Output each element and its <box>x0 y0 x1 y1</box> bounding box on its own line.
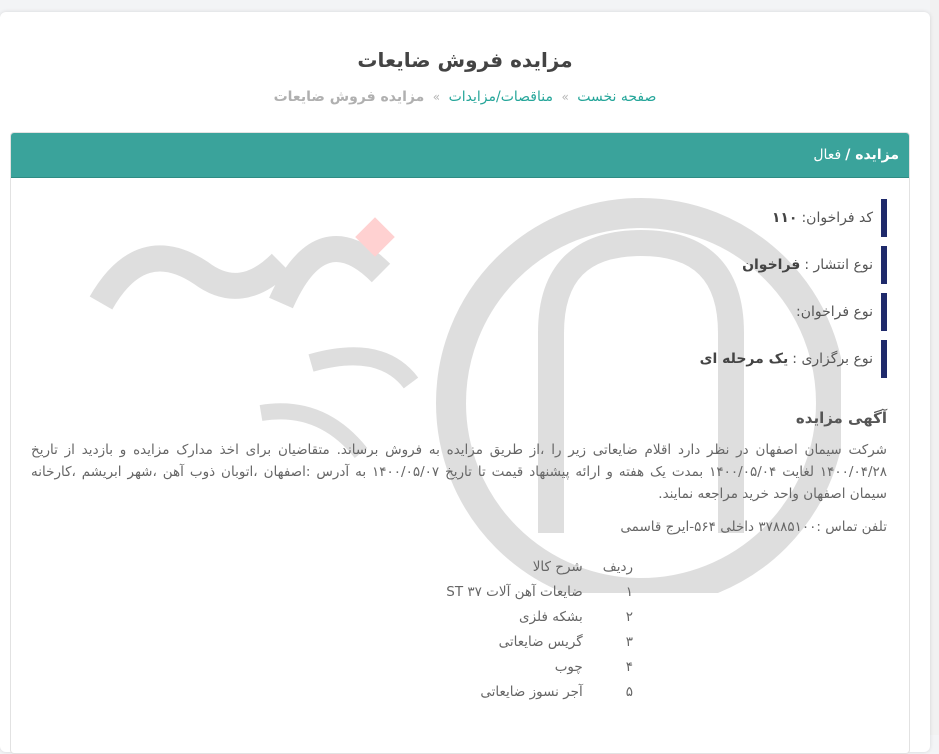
breadcrumb-separator: » <box>432 90 441 104</box>
table-cell-description: آجر نسوز ضایعاتی <box>480 683 583 700</box>
field-label: نوع انتشار : <box>804 257 873 273</box>
table-row <box>333 579 647 604</box>
breadcrumb-separator: » <box>561 90 569 104</box>
announcement-title: آگهی مزایده <box>795 409 887 427</box>
table-cell-row-number: ۳ <box>625 633 633 650</box>
table-cell-description: گریس ضایعاتی <box>498 633 583 650</box>
table-row <box>333 629 647 654</box>
field-value: یک مرحله ای <box>699 351 789 367</box>
field-label: کد فراخوان: <box>801 210 873 226</box>
card-header-status: فعال <box>813 147 842 163</box>
table-row <box>333 654 647 679</box>
table-header-row <box>333 554 647 579</box>
table-cell-row-number: ۱ <box>625 583 633 600</box>
field-call-type <box>700 293 887 331</box>
items-table <box>333 554 647 704</box>
table-cell-description: بشکه فلزی <box>519 608 583 625</box>
table-row <box>333 604 647 629</box>
breadcrumb-current: مزایده فروش ضایعات <box>273 89 425 105</box>
field-label: نوع برگزاری : <box>792 351 873 367</box>
table-row <box>333 679 647 704</box>
table-cell-row-number: ۲ <box>625 608 633 625</box>
column-header-row-number: ردیف <box>602 558 633 575</box>
column-header-description: شرح کالا <box>532 558 583 575</box>
announcement-body: شرکت سیمان اصفهان در نظر دارد اقلام ضایعاتی زیر را ،از طریق مزایده به فروش برساند. متقاضیان برای اخذ مدارک مزایده و بازدید از تاریخ ۱۴۰۰/۰۴/۲۸ لغایت ۱۴۰۰/۰۵/۰۴ بمدت یک هفته و ارائه پیشنهاد قیمت تا تاریخ ۱۴۰۰/۰۵/۰۷ به آدرس :اصفهان ،اتوبان ذوب آهن ،شهر ابریشم ،کارخانه سیمان اصفهان واحد خرید مراجعه نمایند. <box>31 442 887 502</box>
field-value: ۱۱۰ <box>771 210 798 226</box>
table-cell-description: چوب <box>554 658 583 675</box>
breadcrumb <box>0 89 930 105</box>
auction-fields <box>700 199 887 387</box>
field-publish-type <box>700 246 887 284</box>
auction-card <box>10 132 910 754</box>
field-label: نوع فراخوان: <box>795 304 873 320</box>
card-header <box>11 133 909 178</box>
scrollbar[interactable] <box>930 0 939 735</box>
announcement-phone: تلفن تماس :۳۷۸۸۵۱۰۰ داخلی ۵۶۴-ایرج قاسمی <box>620 519 887 535</box>
breadcrumb-home-link[interactable]: صفحه نخست <box>577 89 657 105</box>
field-value: فراخوان <box>742 257 801 273</box>
table-cell-description: ضایعات آهن آلات ST ۳۷ <box>446 583 583 600</box>
page-title: مزایده فروش ضایعات <box>357 48 573 72</box>
table-cell-row-number: ۴ <box>625 658 633 675</box>
content-page <box>0 12 930 752</box>
table-cell-row-number: ۵ <box>625 683 633 700</box>
card-header-type: مزایده / <box>845 147 899 163</box>
field-call-code <box>700 199 887 237</box>
breadcrumb-section-link[interactable]: مناقصات/مزایدات <box>448 89 553 105</box>
field-holding-type <box>700 340 887 378</box>
